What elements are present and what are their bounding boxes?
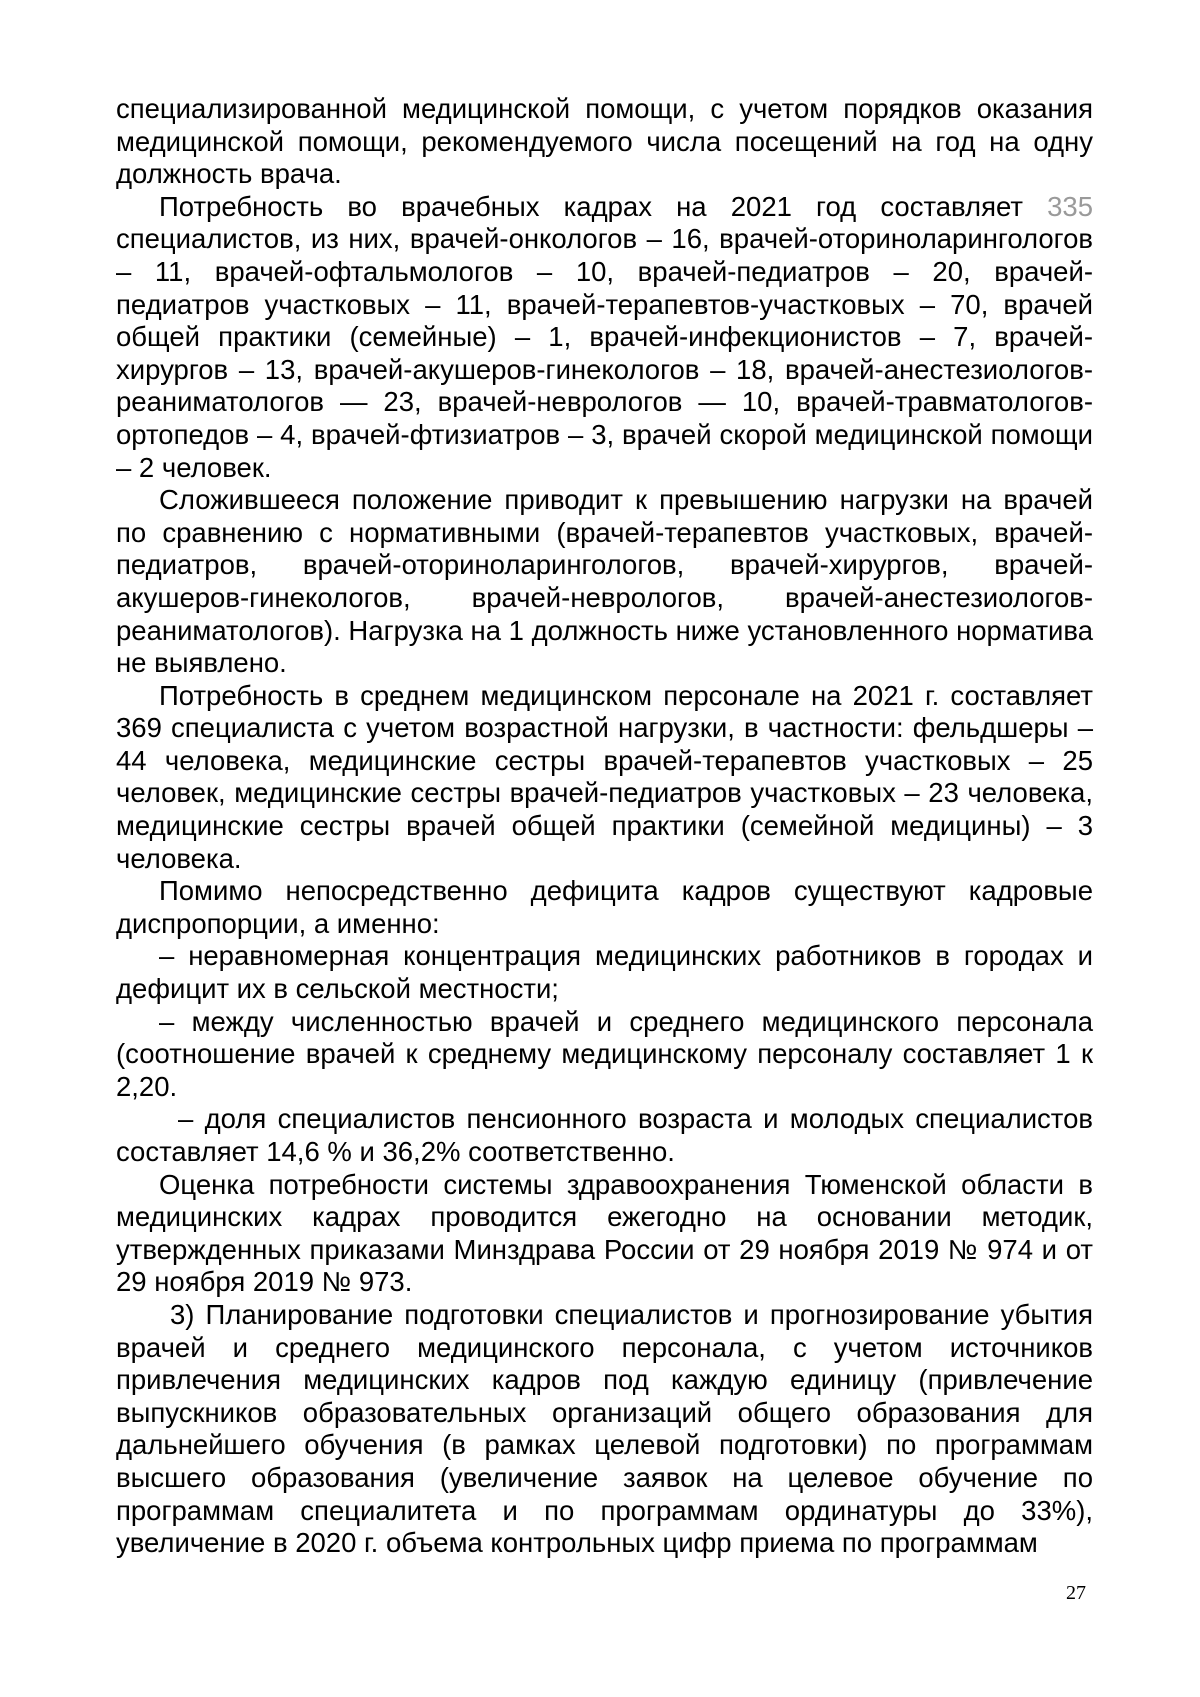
paragraph-doctor-demand-details: специалистов, из них, врачей-онкологов – 16, врачей-оториноларингологов – 11, врачей-офтальмологов – 10, врачей-педиатров – 20, врачей-педиатров участковых – 11, врачей-терапевтов-участковых – 70, врачей общей практики (семейные) – 1, врачей-инфекционистов – 7, врачей-хирургов – 13, врачей-акушеров-гинекологов – 18, врачей-анестезиологов-реаниматологов — 23, врачей-неврологов — 10, врачей-травматологов-ортопедов – 4, врачей-фтизиатров – 3, врачей скорой медицинской помощи – 2 человек. [116, 223, 1093, 483]
paragraph-nursing-demand: Потребность в среднем медицинском персонале на 2021 г. составляет 369 специалиста с учетом возрастной нагрузки, в частности: фельдшеры – 44 человека, медицинские сестры врачей-терапевтов участковых – 25 человек, медицинские сестры врачей-педиатров участковых – 23 человека, медицинские сестры врачей общей практики (семейной медицины) – 3 человека. [116, 679, 1093, 874]
paragraph-assessment: Оценка потребности системы здравоохранения Тюменской области в медицинских кадрах проводится ежегодно на основании методик, утвержденных приказами Минздрава России от 29 ноября 2019 № 974 и от 29 ноября 2019 № 973. [116, 1168, 1093, 1298]
list-item-age-structure: – доля специалистов пенсионного возраста и молодых специалистов составляет 14,6 % и 36,2% соответственно. [116, 1103, 1093, 1167]
list-item-rural-deficit: – неравномерная концентрация медицинских работников в городах и дефицит их в сельской местности; [116, 940, 1093, 1005]
paragraph-workload: Сложившееся положение приводит к превышению нагрузки на врачей по сравнению с нормативными (врачей-терапевтов участковых, врачей-педиатров, врачей-оториноларингологов, врачей-хирургов, врачей-акушеров-гинекологов, врачей-неврологов, врачей-анестезиологов-реаниматологов). Нагрузка на 1 должность ниже установленного норматива не выявлено. [116, 484, 1093, 679]
paragraph-disproportions: Помимо непосредственно дефицита кадров существуют кадровые диспропорции, а именно: [116, 875, 1093, 939]
paragraph-doctor-demand [116, 191, 1093, 484]
document-page [116, 93, 1093, 1560]
paragraph-planning: 3) Планирование подготовки специалистов и прогнозирование убытия врачей и среднего медицинского персонала, с учетом источников привлечения медицинских кадров под каждую единицу (привлечение выпускников образовательных организаций общего образования для дальнейшего обучения (в рамках целевой подготовки) по программам высшего образования (увеличение заявок на целевое обучение по программам специалитета и по программам ординатуры до 33%), увеличение в 2020 г. объема контрольных цифр приема по программам [116, 1298, 1093, 1559]
doctor-demand-total: 335 [1047, 190, 1093, 222]
paragraph-continuation: специализированной медицинской помощи, с учетом порядков оказания медицинской помощи, рекомендуемого числа посещений на год на одну должность врача. [116, 93, 1093, 190]
list-item-staff-ratio: – между численностью врачей и среднего медицинского персонала (соотношение врачей к среднему медицинскому персоналу составляет 1 к 2,20. [116, 1005, 1093, 1102]
paragraph-doctor-demand-intro: Потребность во врачебных кадрах на 2021 год составляет [159, 190, 1048, 222]
page-number: 27 [1066, 1582, 1086, 1604]
